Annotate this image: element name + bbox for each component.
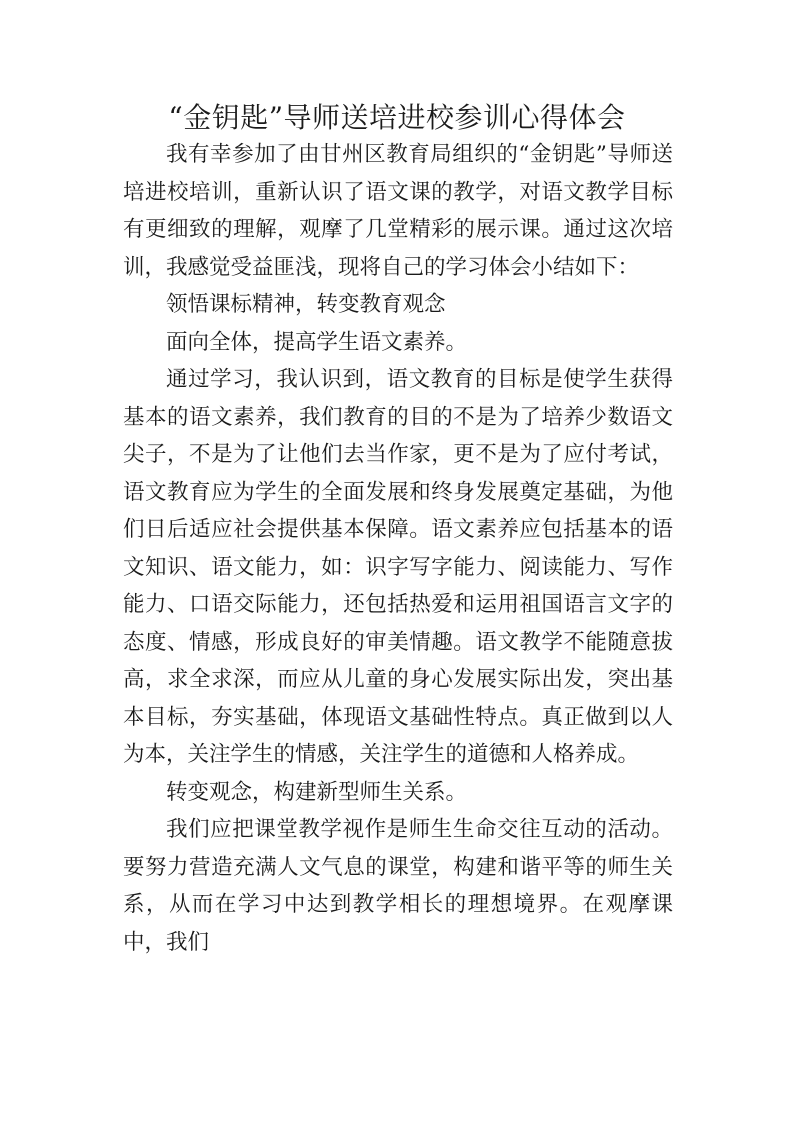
paragraph-heading-3: 转变观念，构建新型师生关系。 — [166, 779, 468, 805]
paragraph-intro: 我有幸参加了由甘州区教育局组织的“金钥匙”导师送培进校培训，重新认识了语文课的教学，对语文教学目标有更细致的理解，观摩了几堂精彩的展示课。通过这次培训，我感觉受益匪浅，现将自己的学习体会小结如下： — [123, 142, 673, 280]
document-title: “金钥匙”导师送培进校参训心得体会 — [168, 101, 626, 134]
paragraph-body-2: 我们应把课堂教学视作是师生生命交往互动的活动。要努力营造充满人文气息的课堂，构建和谐平等的师生关系，从而在学习中达到教学相长的理想境界。在观摩课中，我们 — [123, 817, 673, 955]
paragraph-heading-1: 领悟课标精神，转变教育观念 — [166, 292, 446, 317]
paragraph-heading-2: 面向全体，提高学生语文素养。 — [166, 329, 468, 355]
document-body — [123, 136, 673, 961]
paragraph-body-1: 通过学习，我认识到，语文教育的目标是使学生获得基本的语文素养，我们教育的目的不是为了培养少数语文尖子，不是为了让他们去当作家，更不是为了应付考试，语文教育应为学生的全面发展和终身发展奠定基础，为他们日后适应社会提供基本保障。语文素养应包括基本的语文知识、语文能力，如：识字写字能力、阅读能力、写作能力、口语交际能力，还包括热爱和运用祖国语言文字的态度、情感，形成良好的审美情趣。语文教学不能随意拔高，求全求深，而应从儿童的身心发展实际出发，突出基本目标，夯实基础，体现语文基础性特点。真正做到以人为本，关注学生的情感，关注学生的道德和人格养成。 — [123, 367, 673, 767]
